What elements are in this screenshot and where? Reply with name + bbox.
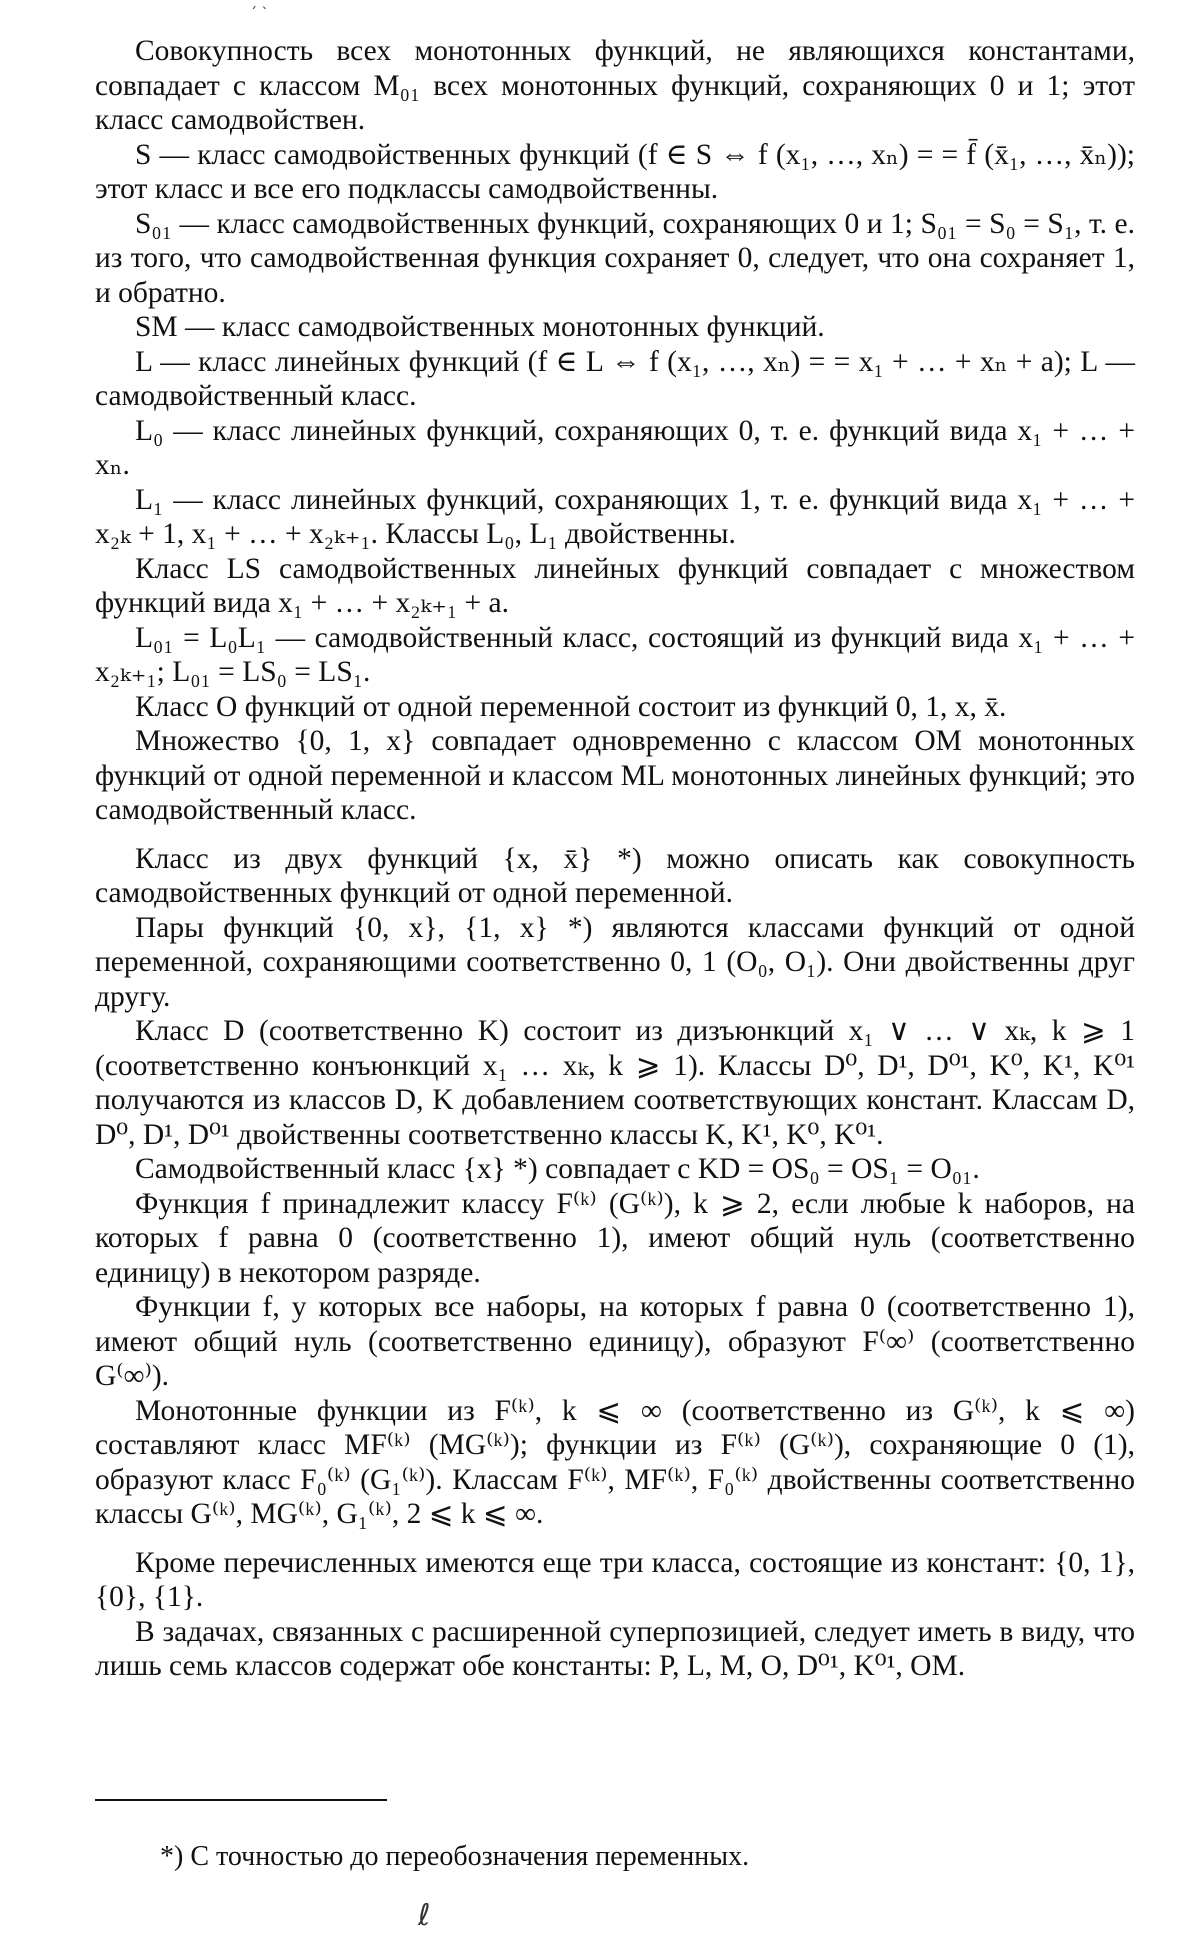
paragraph-class-om: Множество {0, 1, x} совпадает одновременно с классом OM монотонных функций от одной переменной и классом ML монотонных линейных функций; это самодвойственный класс. <box>95 725 1135 826</box>
paragraph-class-s01: S₀₁ — класс самодвойственных функций, сохраняющих 0 и 1; S₀₁ = S₀ = S₁, т. е. из того, что самодвойственная функция сохраняет 0, следует, что она сохраняет 1, и обратно. <box>95 207 1135 309</box>
footnote: *) С точностью до переобозначения переменных. <box>160 1841 750 1872</box>
paragraph-class-d-k: Класс D (соответственно K) состоит из дизъюнкций x₁ ∨ … ∨ xₖ, k ⩾ 1 (соответственно конъюнкций x₁ … xₖ, k ⩾ 1). Классы D⁰, D¹, D⁰¹, K⁰, K¹, K⁰¹ получаются из классов D, K добавлением соответствующих констант. Классам D, D⁰, D¹, D⁰¹ двойственны соответственно классы K, K¹, K⁰, K⁰¹. <box>95 1015 1135 1151</box>
paragraph-class-f-infinity: Функции f, у которых все наборы, на которых f равна 0 (соответственно 1), имеют общий нуль (соответственно единицу), образуют F⁽∞⁾ (соответственно G⁽∞⁾). <box>95 1291 1135 1392</box>
paragraph-constant-classes: Кроме перечисленных имеются еще три класса, состоящие из констант: {0, 1}, {0}, {1}. <box>95 1546 1135 1613</box>
paragraph-class-ls: Класс LS самодвойственных линейных функций совпадает с множеством функций вида x₁ + … + x₂ₖ₊₁ + a. <box>95 552 1135 619</box>
paragraph-class-fk: Функция f принадлежит классу F⁽ᵏ⁾ (G⁽ᵏ⁾), k ⩾ 2, если любые k наборов, на которых f равна 0 (соответственно 1), имеют общий нуль (соответственно единицу) в некотором разряде. <box>95 1187 1135 1289</box>
paragraph-class-s: S — класс самодвойственных функций (f ∈ S ⇔ f (x₁, …, xₙ) = = f̄ (x̄₁, …, x̄ₙ)); этот класс и все его подклассы самодвойственны. <box>95 138 1135 205</box>
paragraph-class-x-xbar: Класс из двух функций {x, x̄} *) можно описать как совокупность самодвойственных функций от одной переменной. <box>95 842 1135 909</box>
paragraph-class-sm: SM — класс самодвойственных монотонных функций. <box>135 311 825 343</box>
paragraph-class-l1: L₁ — класс линейных функций, сохраняющих 1, т. е. функций вида x₁ + … + x₂ₖ + 1, x₁ + … + x₂ₖ₊₁. Классы L₀, L₁ двойственны. <box>95 483 1135 550</box>
paragraph-class-x: Самодвойственный класс {x} *) совпадает с KD = OS₀ = OS₁ = O₀₁. <box>135 1153 980 1185</box>
scan-speck-icon: ˊ ˋ <box>250 6 269 22</box>
paragraph-class-l: L — класс линейных функций (f ∈ L ⇔ f (x₁, …, xₙ) = = x₁ + … + xₙ + a); L — самодвойственный класс. <box>95 345 1135 412</box>
paragraph-class-l0: L₀ — класс линейных функций, сохраняющих 0, т. е. функций вида x₁ + … + xₙ. <box>95 414 1135 481</box>
paragraph-pairs-o0-o1: Пары функций {0, x}, {1, x} *) являются классами функций от одной переменной, сохраняющими соответственно 0, 1 (O₀, O₁). Они двойственны друг другу. <box>95 911 1135 1013</box>
paragraph-class-mfk: Монотонные функции из F⁽ᵏ⁾, k ⩽ ∞ (соответственно из G⁽ᵏ⁾, k ⩽ ∞) составляют класс MF⁽ᵏ⁾ (MG⁽ᵏ⁾); функции из F⁽ᵏ⁾ (G⁽ᵏ⁾), сохраняющие 0 (1), образуют класс F₀⁽ᵏ⁾ (G₁⁽ᵏ⁾). Классам F⁽ᵏ⁾, MF⁽ᵏ⁾, F₀⁽ᵏ⁾ двойственны соответственно классы G⁽ᵏ⁾, MG⁽ᵏ⁾, G₁⁽ᵏ⁾, 2 ⩽ k ⩽ ∞. <box>95 1394 1135 1530</box>
paragraph-class-o: Класс O функций от одной переменной состоит из функций 0, 1, x, x̄. <box>135 690 1007 723</box>
scan-mark-icon: ℓ <box>418 1898 431 1933</box>
paragraph-class-l01: L₀₁ = L₀L₁ — самодвойственный класс, состоящий из функций вида x₁ + … + x₂ₖ₊₁; L₀₁ = LS₀ = LS₁. <box>95 621 1135 688</box>
paragraph-monotone-classes: Совокупность всех монотонных функций, не являющихся константами, совпадает с классом M₀₁ всех монотонных функций, сохраняющих 0 и 1; этот класс самодвойствен. <box>95 35 1135 136</box>
paragraph-seven-classes: В задачах, связанных с расширенной суперпозицией, следует иметь в виду, что лишь семь классов содержат обе константы: P, L, M, O, D⁰¹, K⁰¹, OM. <box>95 1615 1135 1682</box>
footnote-divider <box>95 1799 387 1801</box>
